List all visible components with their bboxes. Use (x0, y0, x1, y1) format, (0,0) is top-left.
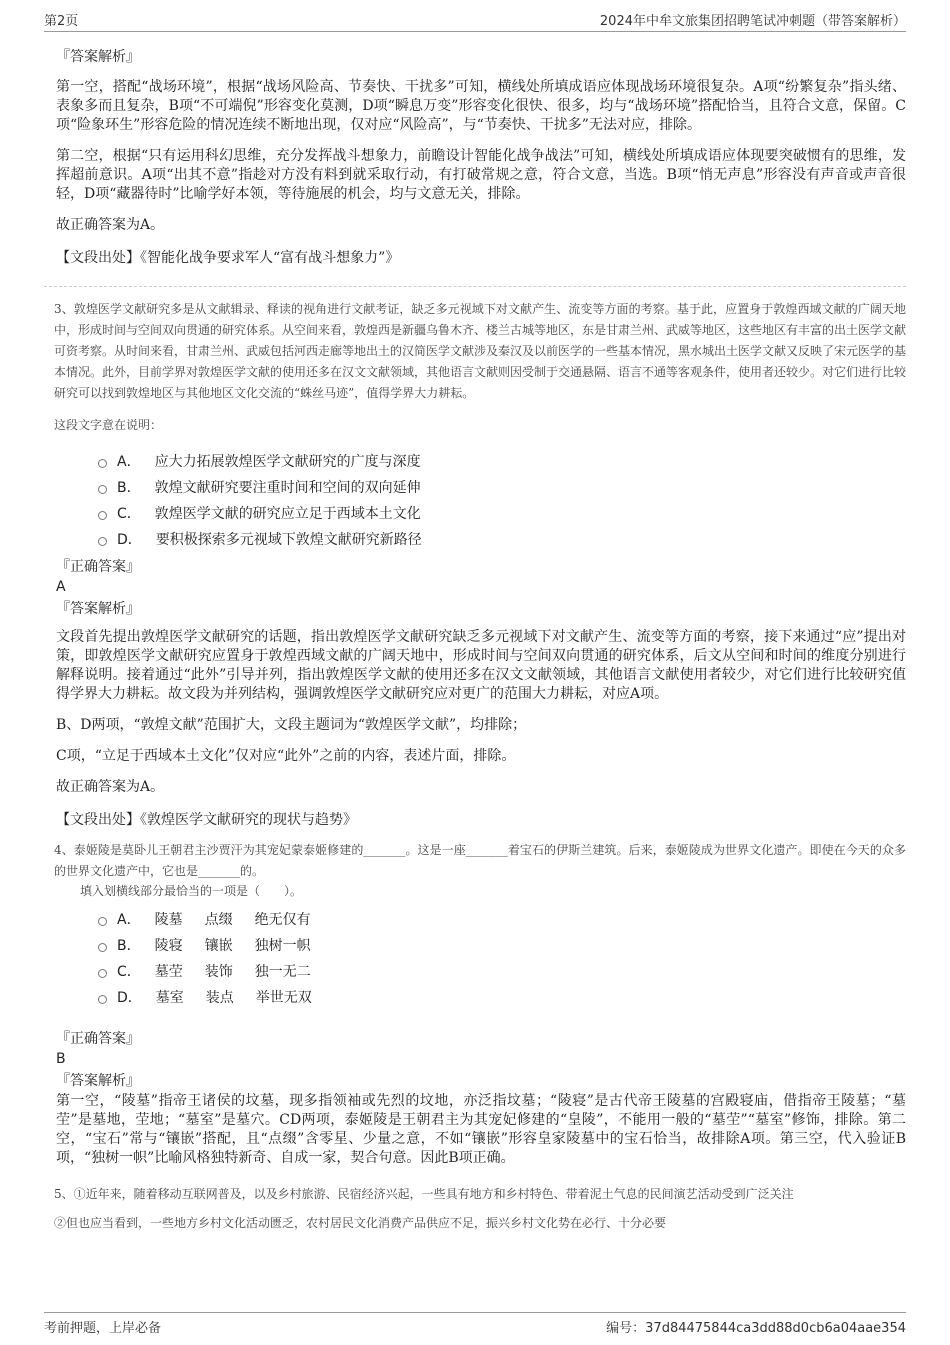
q3-option-a[interactable] (98, 448, 906, 474)
option-word-2: 镶嵌 (204, 938, 233, 954)
option-text: 要积极探索多元视域下敦煌文献研究新路径 (155, 532, 422, 548)
q4-option-c[interactable] (98, 958, 906, 984)
footer-divider (44, 1312, 906, 1313)
option-letter: D． (117, 532, 142, 548)
q2-analysis-paragraph-1: 第一空，搭配“战场环境”，根据“战场风险高、节奏快、干扰多”可知，横线处所填成语应体现战场环境很复杂。A项“纷繁复杂”指头绪、表象多而且复杂，B项“不可端倪”形容变化莫测，D项“瞬息万变”形容变化很快、很多，均与“战场环境”搭配恰当，且符合文意，保留。C项“险象环生”形容危险的情况连续不断地出现，仅对应“风险高”，与“节奏快、干扰多”无法对应，排除。 (56, 79, 906, 133)
option-word-1: 墓茔 (154, 964, 183, 980)
q4-analysis: 第一空，“陵墓”指帝王诸侯的坟墓，现多指领袖或先烈的坟地，亦泛指坟墓；“陵寝”是古代帝王陵墓的宫殿寝庙，借指帝王陵墓；“墓茔”是墓地，茔地；“墓室”是墓穴。CD两项，泰姬陵是王朝君主为其宠妃修建的“皇陵”，不能用一般的“墓茔”“墓室”修饰，排除。第二空，“宝石”常与“镶嵌”搭配，且“点缀”含零星、少量之意，不如“镶嵌”形容皇家陵墓中的宝石恰当，故排除A项。第三空，代入验证B项，“独树一帜”比喻风格独特新奇、自成一家，契合句意。因此B项正确。 (56, 1093, 906, 1166)
page-footer (0, 1308, 950, 1345)
q3-analysis-paragraph-3: C项，“立足于西域本土文化”仅对应“此外”之前的内容，表述片面，排除。 (56, 748, 516, 764)
option-letter: D． (117, 990, 142, 1006)
q2-analysis-paragraph-2: 第二空，根据“只有运用科幻思维，充分发挥战斗想象力，前瞻设计智能化战争战法”可知，横线处所填成语应体现要突破惯有的思维，发挥超前意识。A项“出其不意”指趁对方没有料到就采取行动，有打破常规之意，符合文意，当选。B项“悄无声息”形容没有声音或声音很轻，D项“藏器待时”比喻学好本领，等待施展的机会，均与文意无关，排除。 (56, 148, 906, 202)
q3-analysis-label: 『答案解析』 (56, 601, 140, 617)
q3-option-b[interactable] (98, 474, 906, 500)
q3-conclusion: 故正确答案为A。 (56, 779, 165, 795)
q4-option-b[interactable] (98, 932, 906, 958)
q5-line-2: ②但也应当看到，一些地方乡村文化活动匮乏，农村居民文化消费产品供应不足，振兴乡村文化势在必行、十分必要 (54, 1216, 667, 1230)
q2-conclusion: 故正确答案为A。 (56, 217, 165, 233)
option-text: 敦煌医学文献的研究应立足于西域本土文化 (154, 506, 421, 522)
radio-icon[interactable] (98, 485, 107, 494)
radio-icon[interactable] (98, 969, 107, 978)
option-word-3: 绝无仅有 (254, 912, 311, 928)
radio-icon[interactable] (98, 917, 107, 926)
q4-prompt: 填入划横线部分最恰当的一项是（ ）。 (80, 884, 303, 898)
option-word-3: 独一无二 (254, 964, 311, 980)
footer-slogan: 考前押题，上岸必备 (44, 1321, 162, 1336)
option-letter: C． (117, 506, 141, 522)
q4-options (98, 906, 906, 1010)
option-letter: B． (117, 480, 141, 496)
radio-icon[interactable] (98, 511, 107, 520)
page-header (0, 0, 950, 34)
page-number: 第2页 (44, 14, 79, 29)
document-title: 2024年中牟文旅集团招聘笔试冲刺题（带答案解析） (599, 14, 906, 29)
option-word-1: 陵墓 (154, 912, 183, 928)
option-word-2: 装饰 (204, 964, 233, 980)
section-divider (44, 286, 906, 287)
option-letter: B． (117, 938, 141, 954)
option-letter: A． (117, 912, 141, 928)
option-word-1: 陵寝 (154, 938, 183, 954)
option-text: 应大力拓展敦煌医学文献研究的广度与深度 (154, 454, 421, 470)
q4-option-a[interactable] (98, 906, 906, 932)
q3-prompt: 这段文字意在说明： (54, 418, 163, 432)
radio-icon[interactable] (98, 459, 107, 468)
radio-icon[interactable] (98, 537, 107, 546)
option-letter: C． (117, 964, 141, 980)
footer-serial-number: 编号：37d84475844ca3dd88d0cb6a04aae354 (606, 1321, 906, 1336)
q5-line-1: 5、①近年来，随着移动互联网普及，以及乡村旅游、民宿经济兴起，一些具有地方和乡村特色、带着泥土气息的民间演艺活动受到广泛关注 (54, 1187, 794, 1201)
q3-option-d[interactable] (98, 526, 906, 552)
q2-source: 【文段出处】《智能化战争要求军人“富有战斗想象力”》 (56, 250, 400, 266)
q3-analysis-paragraph-1: 文段首先提出敦煌医学文献研究的话题，指出敦煌医学文献研究缺乏多元视域下对文献产生、流变等方面的考察，接下来通过“应”提出对策，即敦煌医学文献研究应置身于敦煌西域文献的广阔天地中，形成时间与空间双向贯通的研究体系，后文从空间和时间的维度分别进行解释说明。接着通过“此外”引导并列，指出敦煌医学文献的使用还多在汉文文献领域，其他语言文献使用者较少，对它们进行比较研究值得学界大力耕耘。故文段为并列结构，强调敦煌医学文献研究应对更广的范围大力耕耘，对应A项。 (56, 629, 906, 702)
q4-answer: B (56, 1051, 66, 1067)
q4-analysis-label: 『答案解析』 (56, 1073, 140, 1089)
q4-answer-label: 『正确答案』 (56, 1031, 140, 1047)
q3-analysis-paragraph-2: B、D两项，“敦煌文献”范围扩大，文段主题词为“敦煌医学文献”，均排除； (56, 717, 527, 733)
q3-options (98, 448, 906, 552)
q3-option-c[interactable] (98, 500, 906, 526)
q4-option-d[interactable] (98, 984, 906, 1010)
option-letter: A． (117, 454, 141, 470)
option-word-3: 举世无双 (255, 990, 312, 1006)
page-content (44, 38, 906, 1234)
option-text: 敦煌文献研究要注重时间和空间的双向延伸 (154, 480, 421, 496)
q3-answer: A (56, 579, 66, 595)
option-word-1: 墓室 (155, 990, 184, 1006)
option-word-3: 独树一帜 (254, 938, 311, 954)
option-word-2: 装点 (205, 990, 234, 1006)
q3-source: 【文段出处】《敦煌医学文献研究的现状与趋势》 (56, 812, 357, 828)
q4-stem: 4、泰姬陵是莫卧儿王朝君主沙贾汗为其宠妃蒙泰姬修建的_______。这是一座_______着宝石的伊斯兰建筑。后来，泰姬陵成为世界文化遗产。即使在今天的众多的世界文化遗产中，它也是_______的。 (54, 843, 906, 878)
radio-icon[interactable] (98, 943, 107, 952)
header-divider (44, 31, 906, 32)
q2-analysis-label: 『答案解析』 (56, 49, 140, 65)
radio-icon[interactable] (98, 995, 107, 1004)
option-word-2: 点缀 (204, 912, 233, 928)
q3-answer-label: 『正确答案』 (56, 559, 140, 575)
q3-stem: 3、敦煌医学文献研究多是从文献辑录、释读的视角进行文献考证，缺乏多元视域下对文献产生、流变等方面的考察。基于此，应置身于敦煌西域文献的广阔天地中，形成时间与空间双向贯通的研究体系。从空间来看，敦煌西是新疆乌鲁木齐、楼兰古城等地区，东是甘肃兰州、武威等地区，这些地区有丰富的出土医学文献可资考察。从时间来看，甘肃兰州、武威包括河西走廊等地出土的汉简医学文献涉及秦汉及以前医学的一些基本情况，黑水城出土医学文献又反映了宋元医学的基本情况。此外，目前学界对敦煌医学文献的使用还多在汉文文献领域，其他语言文献则因受制于交通悬隔、语言不通等客观条件，使用者还较少。对它们进行比较研究可以找到敦煌地区与其他地区文化交流的“蛛丝马迹”，值得学界大力耕耘。 (54, 302, 907, 400)
